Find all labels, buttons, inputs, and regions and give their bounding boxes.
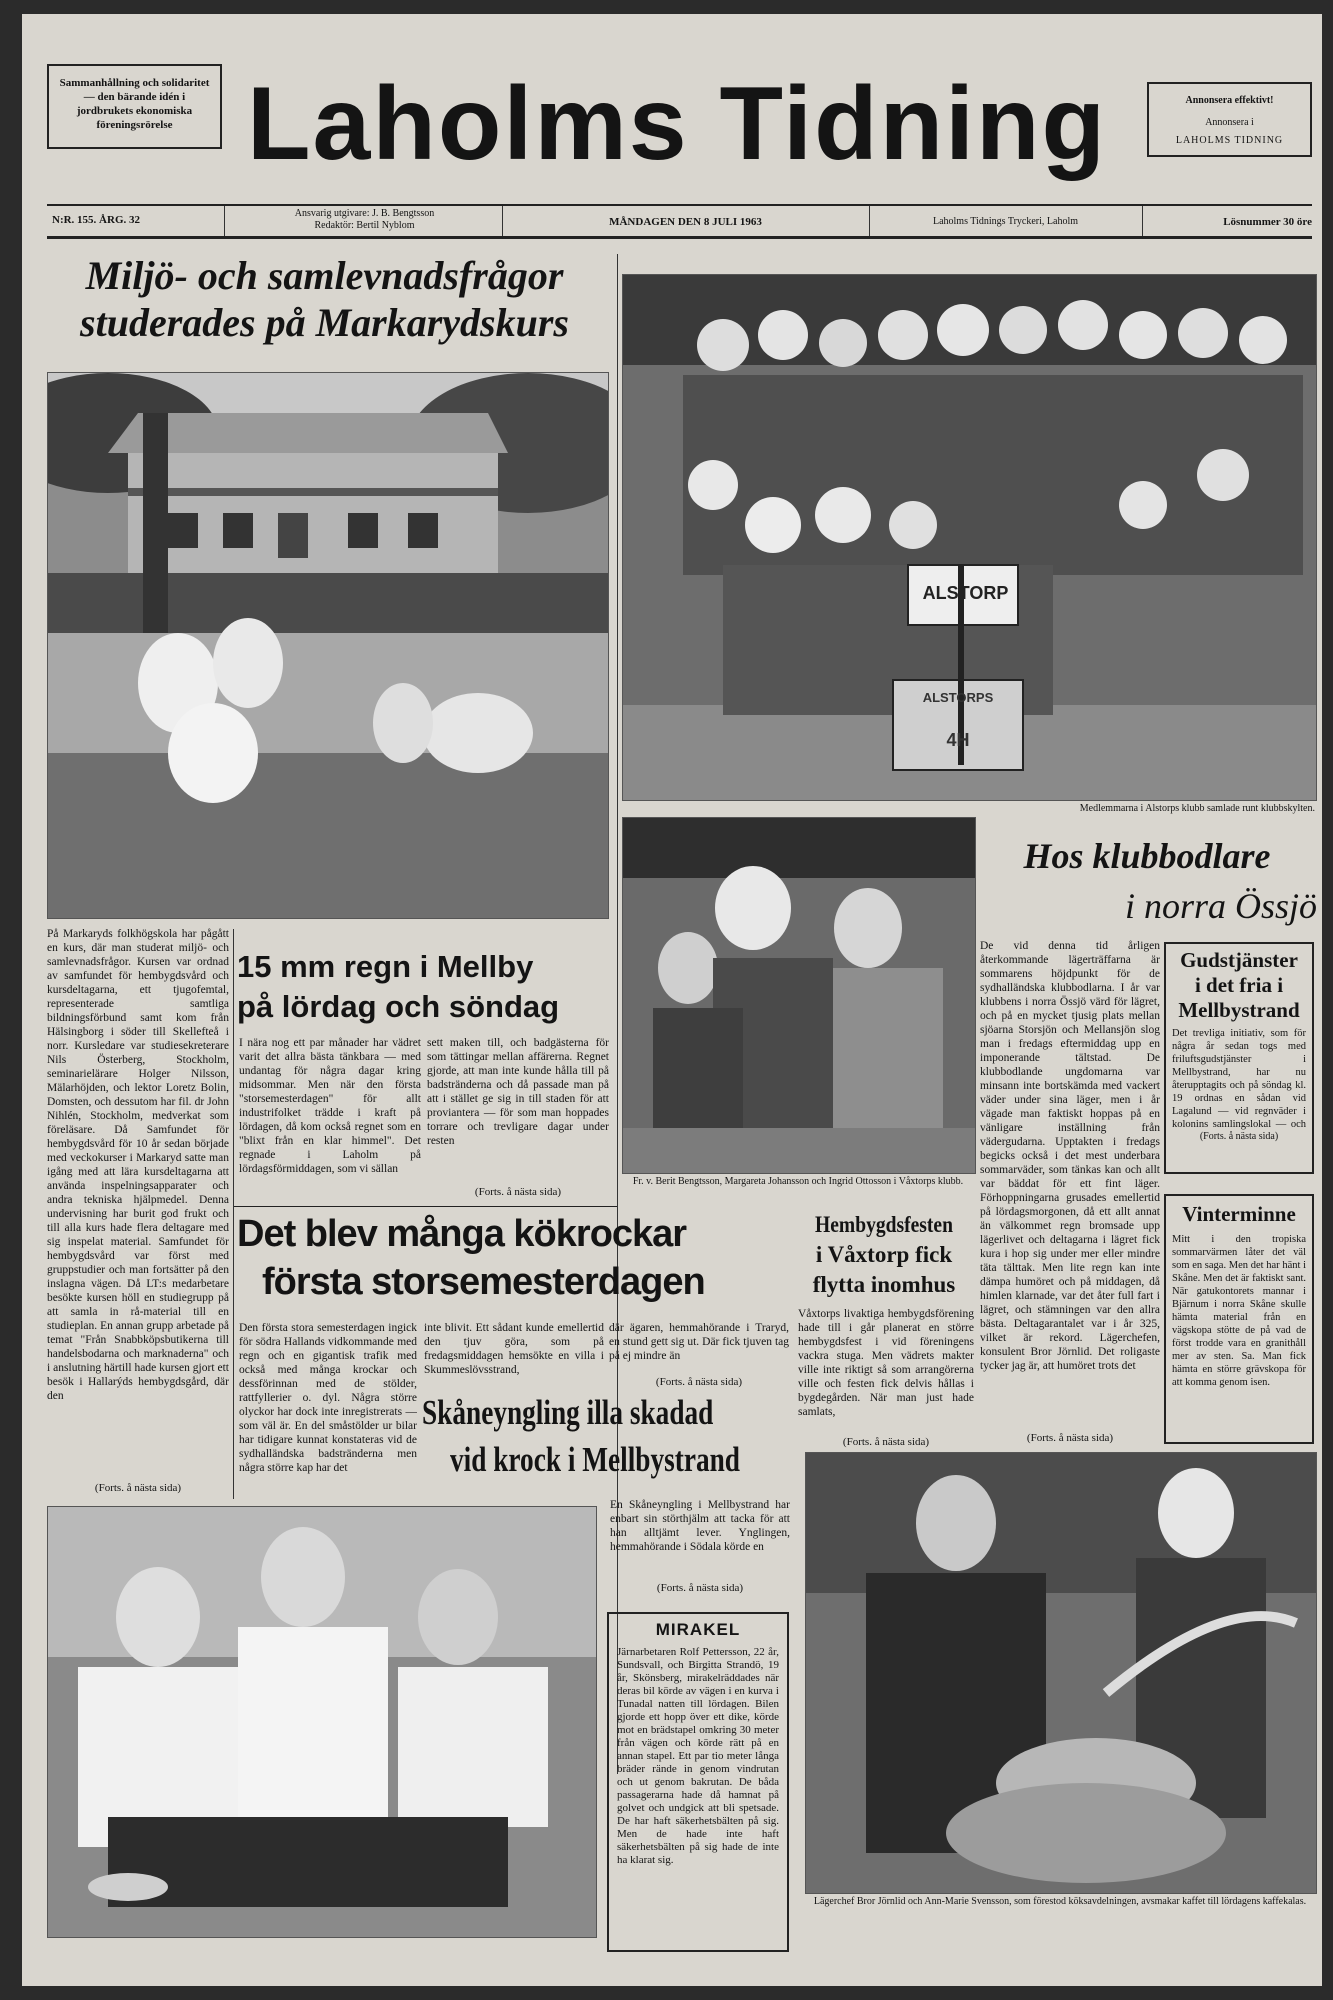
editor-line-1: Ansvarig utgivare: J. B. Bengtsson <box>294 208 435 219</box>
gudstjanst-box <box>1164 942 1314 1174</box>
kitchen-photo <box>805 1452 1317 1894</box>
gudstjanst-headline-1: Gudstjänster <box>1180 948 1298 972</box>
price: Lösnummer 30 öre <box>1223 216 1312 228</box>
markaryd-headline: Miljö- och samlevnadsfrågor studerades på Markarydskurs <box>80 253 569 345</box>
mirakel-headline: MIRAKEL <box>655 1620 741 1639</box>
masthead-title: Laholms Tidning <box>247 66 1108 182</box>
kokrockar-headline-1: Det blev många kökrockar <box>237 1213 687 1255</box>
masthead-left-box: Sammanhållning och solidaritet — den bärande idén i jordbrukets ekonomiska föreningsrörelse <box>47 64 222 149</box>
vinterminne-headline: Vinterminne <box>1182 1202 1296 1226</box>
regn-col-1: I nära nog ett par månader har vädret varit det allra bästa tänkbara — med undantag för några dagar kring midsommar. Men när den första "storsemesterdagen" för allt industrifolket trädde i kraft på lördagen, då kom också regnet som en "blixt från en klar himmel". Det regnade i Laholm på lördagsförmiddagen, som vi sällan <box>239 1037 421 1175</box>
kokrockar-headline-2: första storsemesterdagen <box>262 1261 705 1303</box>
hembygd-headline-2: i Våxtorp fick <box>815 1242 953 1267</box>
kokrockar-col-1: Den första stora semesterdagen ingick för södra Hallands vidkommande med regn och en gigantisk trafik med också med många krockar och dessförinnan med de stölder, rattfyllerier o. dyl. Några större olyckor har dock inte inregistrerats — som väl är. En del småstölder ur bilar har tidigare kunnat konstateras vid de sydhalländska badstränderna men några större kap har det <box>239 1322 417 1474</box>
issue-number: N:R. 155. ÅRG. 32 <box>52 214 140 226</box>
girls-photo-caption: Fr. v. Berit Bengtsson, Margareta Johansson och Ingrid Ottosson i Våxtorps klubb. <box>632 1176 964 1187</box>
hembygd-body: Våxtorps livaktiga hembygdsförening hade till i går planerat en större hembygdsfest i vid föreningens vackra stuga. Men vädrets makter ville inte riktigt så som arrangörerna ville och festen fick delvis hållas i bygdegården. När man just hade samlats, <box>798 1308 974 1418</box>
infobar-top-rule <box>47 204 1312 206</box>
kokrockar-continued: (Forts. å nästa sida) <box>655 1376 743 1388</box>
girls-tent-photo <box>622 817 976 1174</box>
mirakel-body: Järnarbetaren Rolf Pettersson, 22 år, Sundsvall, och Birgitta Strandö, 19 år, Skönsberg, mirakelräddades när deras bil körde av vägen i en kurva i Tunadal natten till lördagen. Bilen gjorde ett hopp över ett dike, körde mot en brädstapel omkring 30 meter från vägen och körde rätt på en annan stapel. Ett par tio meter långa bräder rände in genom vindrutan och ut genom bakrutan. De båda passagerarna hade då hamnat på golvet och undgick att bli spetsade. De har haft säkerhetsbälten på sig. Men de hade inte haft säkerhetsbälten på sig hade de inte ha klarat sig. <box>617 1646 779 1866</box>
markaryd-continued: (Forts. å nästa sida) <box>94 1482 182 1494</box>
regn-continued: (Forts. å nästa sida) <box>474 1186 562 1198</box>
infobar-divider <box>1142 206 1143 236</box>
men-bench-photo <box>47 1506 597 1938</box>
gudstjanst-continued: (Forts. å nästa sida) <box>1199 1131 1279 1142</box>
column-rule <box>233 929 234 1499</box>
kokrockar-col-2: inte blivit. Ett sådant kunde emellertid den tjuv göra, som på fredagsmiddagen hemsökte en villa i Skummeslövsstrand, <box>424 1322 604 1376</box>
regn-headline-1: 15 mm regn i Mellby <box>237 949 534 984</box>
regn-headline-2: på lördag och söndag <box>237 989 560 1024</box>
skaneyngling-continued: (Forts. å nästa sida) <box>656 1582 744 1594</box>
ossjo-headline-1: Hos klubbodlare <box>1023 836 1271 876</box>
ad-line-2: Annonsera i <box>1205 117 1254 128</box>
newspaper-page <box>22 14 1322 1986</box>
issue-date: MÅNDAGEN DEN 8 JULI 1963 <box>609 216 762 228</box>
club-sign-lower-text: ALSTORPS <box>922 690 994 705</box>
markaryd-body: På Markaryds folkhögskola har pågått en kurs, där man studerat miljö- och samlevnadsfrågor. Kursen var ordnad av samfundet för hembygdsvård och kursdeltagarna, ett tjugofemtal, representerade samtliga bildningsförbund samt kom från Hälsingborg i söder till Skellefteå i norr. Kursledare var studiesekreterare Nils Österberg, Stockholm, seminarielärare Holger Nilsson, Mälarhöjden, och lektor Loretz Bolin, Domsten, och dessutom har fil. dr John Nihlén, Stockholm, medverkat som föreläsare. Då Samfundet för hembygdsvård för 10 år sedan började med veckokurser i Markaryd satte man igång med att lära kursdeltagarna att använda inspelningsapparater och andra tekniska hjälpmedel. Denna undervisning har burit god frukt och till alla kurs hade flera deltagare med sig inspelat material. Samfundet för hembygdsvård var först med gruppstudier och man fortsätter på den inslagna vägen. Då LT:s medarbetare besökte kursen höll en studiegrupp på att samla in rå-material till en studieplan. En annan grupp arbetade på temat "Från Snabbköpsbutikerna till handelsbodarna och marknaderna" och i anslutning härtill hade kursen gjort ett besök i Hallarýds hembygdsgård, där den <box>47 928 229 1402</box>
skaneyngling-headline-1: Skåneyngling illa skadad <box>422 1393 714 1432</box>
ossjo-body: De vid denna tid årligen återkommande lägerträffarna är sommarens höjdpunkt för de sydhalländska klubbodlarna. I år var klubbens i norra Össjö värd för lägret, och på en mycket tjusig plats mellan sjöarna Storsjön och Mellansjön slog man i fredags eftermiddag upp en imponerande tältstad. De klubbodlande ungdomarna var minsann inte bortskämda med vackert väder under sina läger, men i år vägade man faktiskt hoppas på en vänligare inställning från vädergudarna. Upptakten i fredags begicks också i det mest underbara sommarväder, som tänkas kan och allt var bäddat för ett fint läger. Förhoppningarna grusades emellertid på lördagsmorgonen, då ett allt annat än välkommet regn bromsade upp lägerlivet och deltagarna i lägret fick kura i hop sig under mer eller mindre täta tälttak. Men lite regn kan inte dämpa humöret och på middagen, då himlen klarnade, var det åter full fart i lägret, och stämningen var den allra bästa. Deltagarantalet var i år 325, vilket är rekord. Lägerchefen, konsulent Bror Jörnlid. Det roligaste tycker jag är, att humöret trots det <box>980 940 1160 1372</box>
gudstjanst-headline-3: Mellbystrand <box>1178 998 1300 1022</box>
rule <box>234 1206 617 1207</box>
ad-line-3: LAHOLMS TIDNING <box>1175 135 1284 146</box>
hembygd-headline-1: Hembygdsfesten <box>815 1212 953 1237</box>
ossjo-headline-2: i norra Össjö <box>1124 886 1317 926</box>
infobar-divider <box>869 206 870 236</box>
regn-col-2: sett maken till, och badgästerna för som tättingar mellan affärerna. Regnet gjorde, att man inte kunde hålla till på badstränderna och då passade man på att i stället ge sig in till staden för att proviantera — för som man hoppades torrare och trevligare dagar under resten <box>427 1037 609 1147</box>
printer-line: Laholms Tidnings Tryckeri, Laholm <box>932 216 1078 227</box>
club-sign-text: ALSTORP <box>922 583 1009 603</box>
skaneyngling-headline-2: vid krock i Mellbystrand <box>450 1440 740 1479</box>
kokrockar-col-3: där ägaren, hemmahörande i Traryd, en stund gett sig ut. Där fick tjuven tag på ej mindre än <box>609 1322 789 1362</box>
folkhogskola-photo <box>47 372 609 919</box>
skaneyngling-body: En Skåneyngling i Mellbystrand har enbart sin störthjälm att tacka för att han alltjämt lever. Ynglingen, hemmahörande i Södala körde en <box>610 1499 790 1553</box>
infobar-divider <box>224 206 225 236</box>
club-sign-4h-text: 4H <box>946 730 970 750</box>
infobar-divider <box>502 206 503 236</box>
hembygd-continued: (Forts. å nästa sida) <box>842 1436 930 1448</box>
gudstjanst-headline-2: i det fria i <box>1194 973 1284 997</box>
ad-line-1: Annonsera effektivt! <box>1185 95 1274 106</box>
club-photo-caption: Medlemmarna i Alstorps klubb samlade runt klubbskylten. <box>1079 803 1315 814</box>
editor-line-2: Redaktör: Bertil Nyblom <box>314 220 415 231</box>
ossjo-continued: (Forts. å nästa sida) <box>1026 1432 1114 1444</box>
gudstjanst-body: Det trevliga initiativ, som för några år sedan togs med friluftsgudstjänster i Mellbystrand, har nu återupptagits och på söndag kl. 19 ordnas en sådan vid Lagalund — vid regnväder i kolonins samlingslokal — och <box>1172 1028 1306 1130</box>
masthead-right-box <box>1147 82 1312 157</box>
mirakel-box <box>607 1612 789 1952</box>
hembygd-headline-3: flytta inomhus <box>812 1272 956 1297</box>
vinterminne-body: Mitt i den tropiska sommarvärmen låter det väl som en saga. Men det har hänt i Skåne. Men det är faktiskt sant. När gatukontorets mannar i Bjärnum i norra Skåne skulle hämta material från en vägskopa stötte de på vad de först trodde vara en granithåll mer av sten. Sa. Man fick hämta en större grävskopa för att komma genom isen. <box>1172 1234 1306 1388</box>
infobar-bottom-rule <box>47 236 1312 239</box>
alstorp-club-photo <box>622 274 1317 801</box>
vinterminne-box <box>1164 1194 1314 1444</box>
kitchen-photo-caption: Lägerchef Bror Jörnlid och Ann-Marie Svensson, som förestod köksavdelningen, avsmakar kaffet till lördagens kaffekalas. <box>813 1896 1307 1907</box>
